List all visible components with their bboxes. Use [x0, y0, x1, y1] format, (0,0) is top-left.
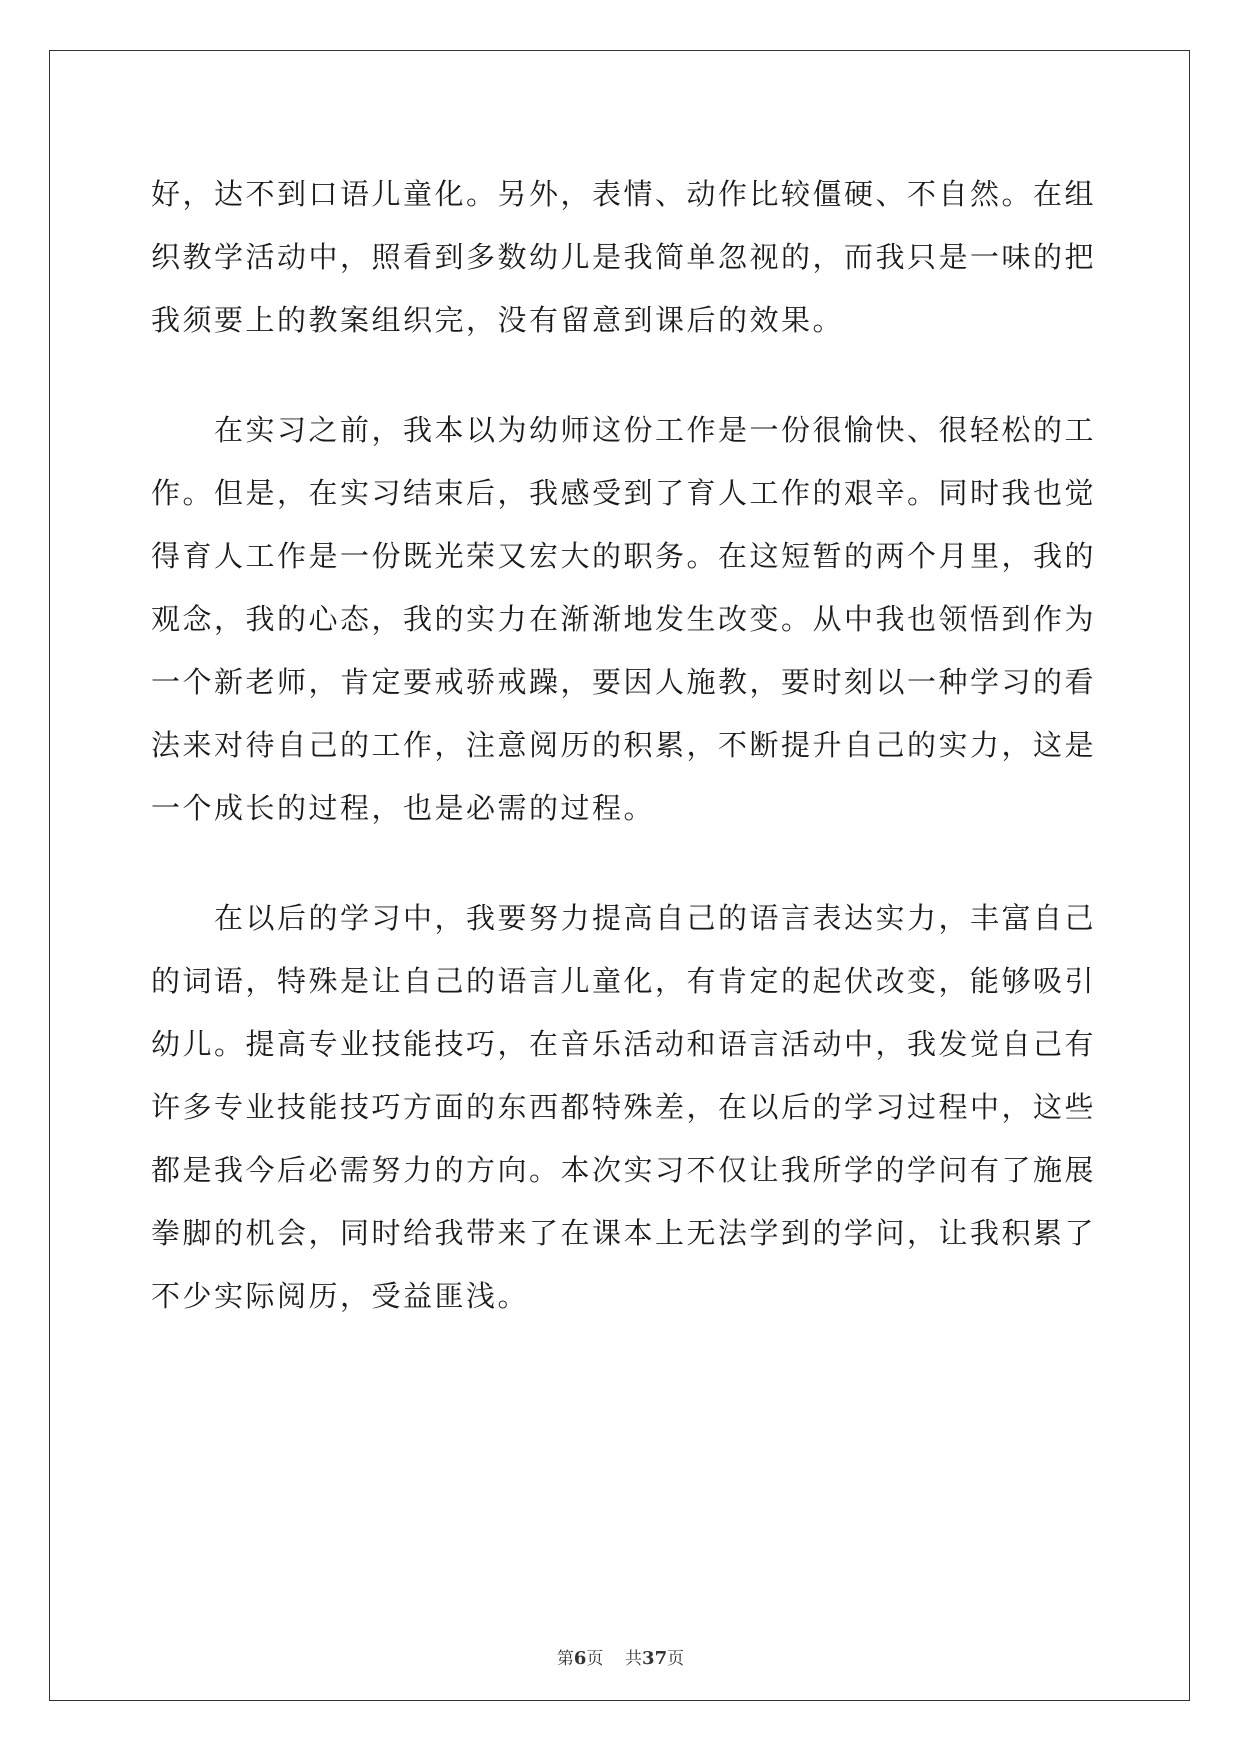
text-line: 法来对待自己的工作，注意阅历的积累，不断提升自己的实力，这是 — [151, 728, 1097, 762]
text-line: 得育人工作是一份既光荣又宏大的职务。在这短暂的两个月里，我的 — [151, 539, 1097, 573]
text-line: 织教学活动中，照看到多数幼儿是我简单忽视的，而我只是一味的把 — [151, 240, 1097, 274]
total-pages: 37 — [642, 1648, 668, 1669]
paragraph-2 — [151, 399, 1097, 840]
paragraph-spacer — [151, 352, 1091, 399]
page-number: 6 — [573, 1648, 587, 1669]
paragraph-1 — [151, 163, 1097, 352]
text-line: 的词语，特殊是让自己的语言儿童化，有肯定的起伏改变，能够吸引 — [151, 964, 1097, 998]
text-line: 拳脚的机会，同时给我带来了在课本上无法学到的学问，让我积累了 — [151, 1216, 1097, 1250]
text-line: 我须要上的教案组织完，没有留意到课后的效果。 — [151, 303, 845, 337]
text-line: 许多专业技能技巧方面的东西都特殊差，在以后的学习过程中，这些 — [151, 1090, 1097, 1124]
page-suffix: 页 — [586, 1649, 604, 1669]
text-line: 幼儿。提高专业技能技巧，在音乐活动和语言活动中，我发觉自己有 — [151, 1027, 1097, 1061]
paragraph-3 — [151, 887, 1097, 1328]
text-line: 不少实际阅历，受益匪浅。 — [151, 1279, 530, 1313]
text-line: 在实习之前，我本以为幼师这份工作是一份很愉快、很轻松的工 — [151, 413, 1097, 447]
total-suffix: 页 — [667, 1649, 685, 1669]
paragraph-spacer — [151, 840, 1091, 887]
text-line: 作。但是，在实习结束后，我感受到了育人工作的艰辛。同时我也觉 — [151, 476, 1097, 510]
text-line: 好，达不到口语儿童化。另外，表情、动作比较僵硬、不自然。在组 — [151, 177, 1097, 211]
document-body — [151, 163, 1097, 1328]
text-line: 都是我今后必需努力的方向。本次实习不仅让我所学的学问有了施展 — [151, 1153, 1097, 1187]
text-line: 一个成长的过程，也是必需的过程。 — [151, 791, 656, 825]
page-prefix: 第 — [556, 1649, 574, 1669]
total-prefix: 共 — [625, 1649, 643, 1669]
text-line: 在以后的学习中，我要努力提高自己的语言表达实力，丰富自己 — [151, 901, 1097, 935]
text-line: 一个新老师，肯定要戒骄戒躁，要因人施教，要时刻以一种学习的看 — [151, 665, 1097, 699]
text-line: 观念，我的心态，我的实力在渐渐地发生改变。从中我也领悟到作为 — [151, 602, 1097, 636]
page-footer — [0, 1644, 1241, 1669]
